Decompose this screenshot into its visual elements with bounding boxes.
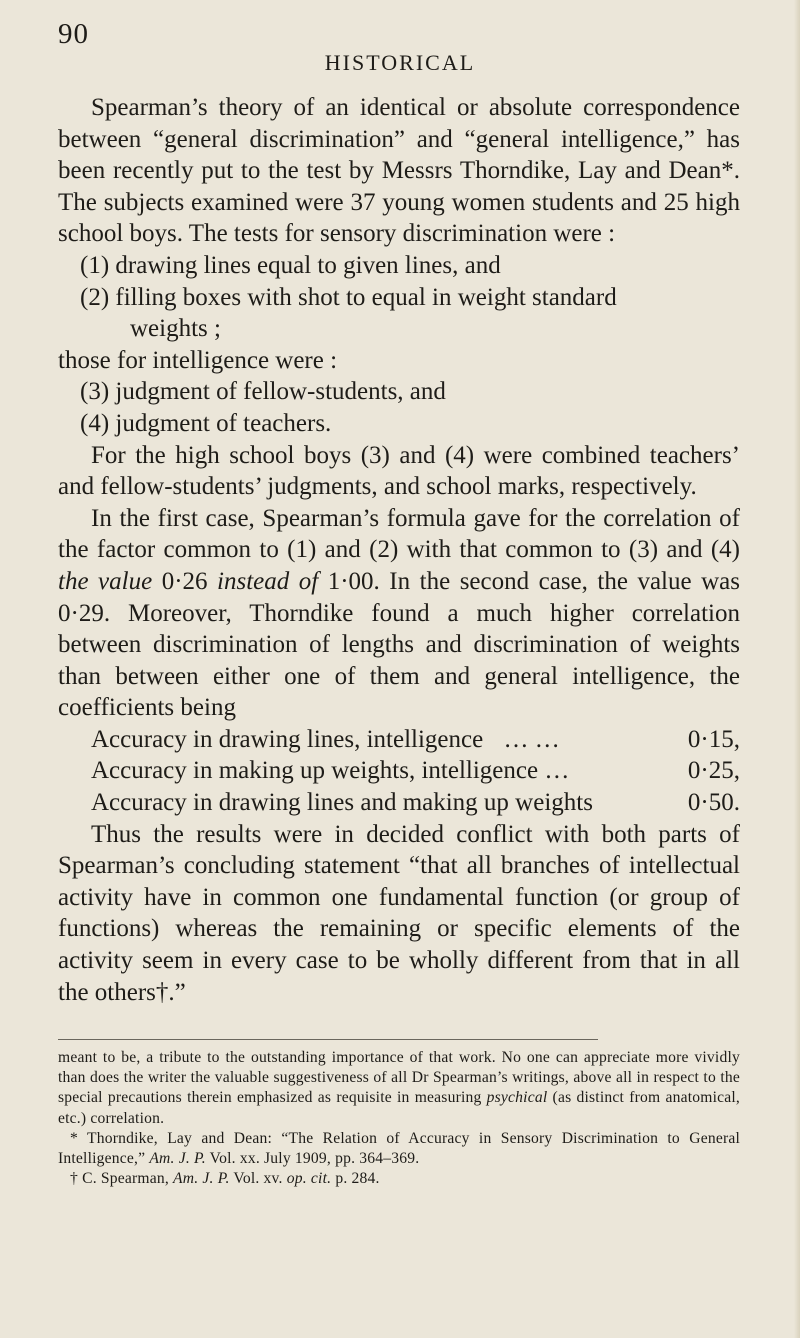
paragraph-results: In the first case, Spearman’s formula gave for the correlation of the factor common to (1) and (2) with that common to (3) and (4) the value 0·26 instead of 1·00. In the second case, the value was 0·29. Moreover, Thorndike found a much higher correlation between discrimination of lengths and discrimination of weights than between either one of them and general intelligence, the coefficients being [58, 504, 740, 722]
list-lead: those for intelligence were : [58, 346, 338, 374]
coefficient-row: Accuracy in drawing lines and making up weights 0·50. [91, 789, 740, 817]
coefficient-row: Accuracy in drawing lines, intelligence … … 0·15, [91, 725, 740, 753]
paragraph-conflict: Thus the results were in decided conflict with both parts of Spearman’s concluding statement “that all branches of intellectual activity have in common one fundamental function (or group of functions) whereas the remaining or specific elements of the activity seem in every case to be wholly different from that in all the others†.” [58, 820, 740, 1006]
list-item: (2) filling boxes with shot to equal in weight standard [80, 283, 617, 311]
list-item-continuation: weights ; [130, 315, 221, 343]
footnote-continued: meant to be, a tribute to the outstanding importance of that work. No one can appreciate more vividly than does the writer the valuable suggestiveness of all Dr Spearman’s writings, above all in respect to the special precautions therein emphasized as requisite in measuring psychical (as distinct from anatomical, etc.) correlation. [58, 1049, 740, 1127]
list-item: (4) judgment of teachers. [80, 409, 332, 437]
list-item: (1) drawing lines equal to given lines, and [80, 251, 501, 279]
main-text [58, 92, 740, 1008]
list-item: (3) judgment of fellow-students, and [80, 378, 446, 406]
paragraph-high-school: For the high school boys (3) and (4) were combined teachers’ and fellow-students’ judgments, and school marks, respectively. [58, 441, 740, 501]
page-number: 90 [58, 18, 89, 50]
footnote-thorndike: * Thorndike, Lay and Dean: “The Relation of Accuracy in Sensory Discrimination to General Intelligence,” Am. J. P. Vol. xx. July 1909, pp. 364–369. [58, 1129, 740, 1168]
footnote-rule [58, 1039, 598, 1040]
running-head: HISTORICAL [324, 50, 476, 75]
coefficient-list [58, 724, 740, 819]
footnote-spearman: † C. Spearman, Am. J. P. Vol. xv. op. cit. p. 284. [70, 1170, 380, 1188]
paragraph-spearman-theory: Spearman’s theory of an identical or absolute correspondence between “general discrimination” and “general intelligence,” has been recently put to the test by Messrs Thorndike, Lay and Dean*. The subjects examined were 37 young women students and 25 high school boys. The tests for sensory discrimination were : [58, 94, 740, 248]
footnotes [58, 1048, 740, 1189]
page-edge-shadow [794, 0, 800, 1338]
coefficient-row: Accuracy in making up weights, intelligence … 0·25, [91, 757, 740, 785]
